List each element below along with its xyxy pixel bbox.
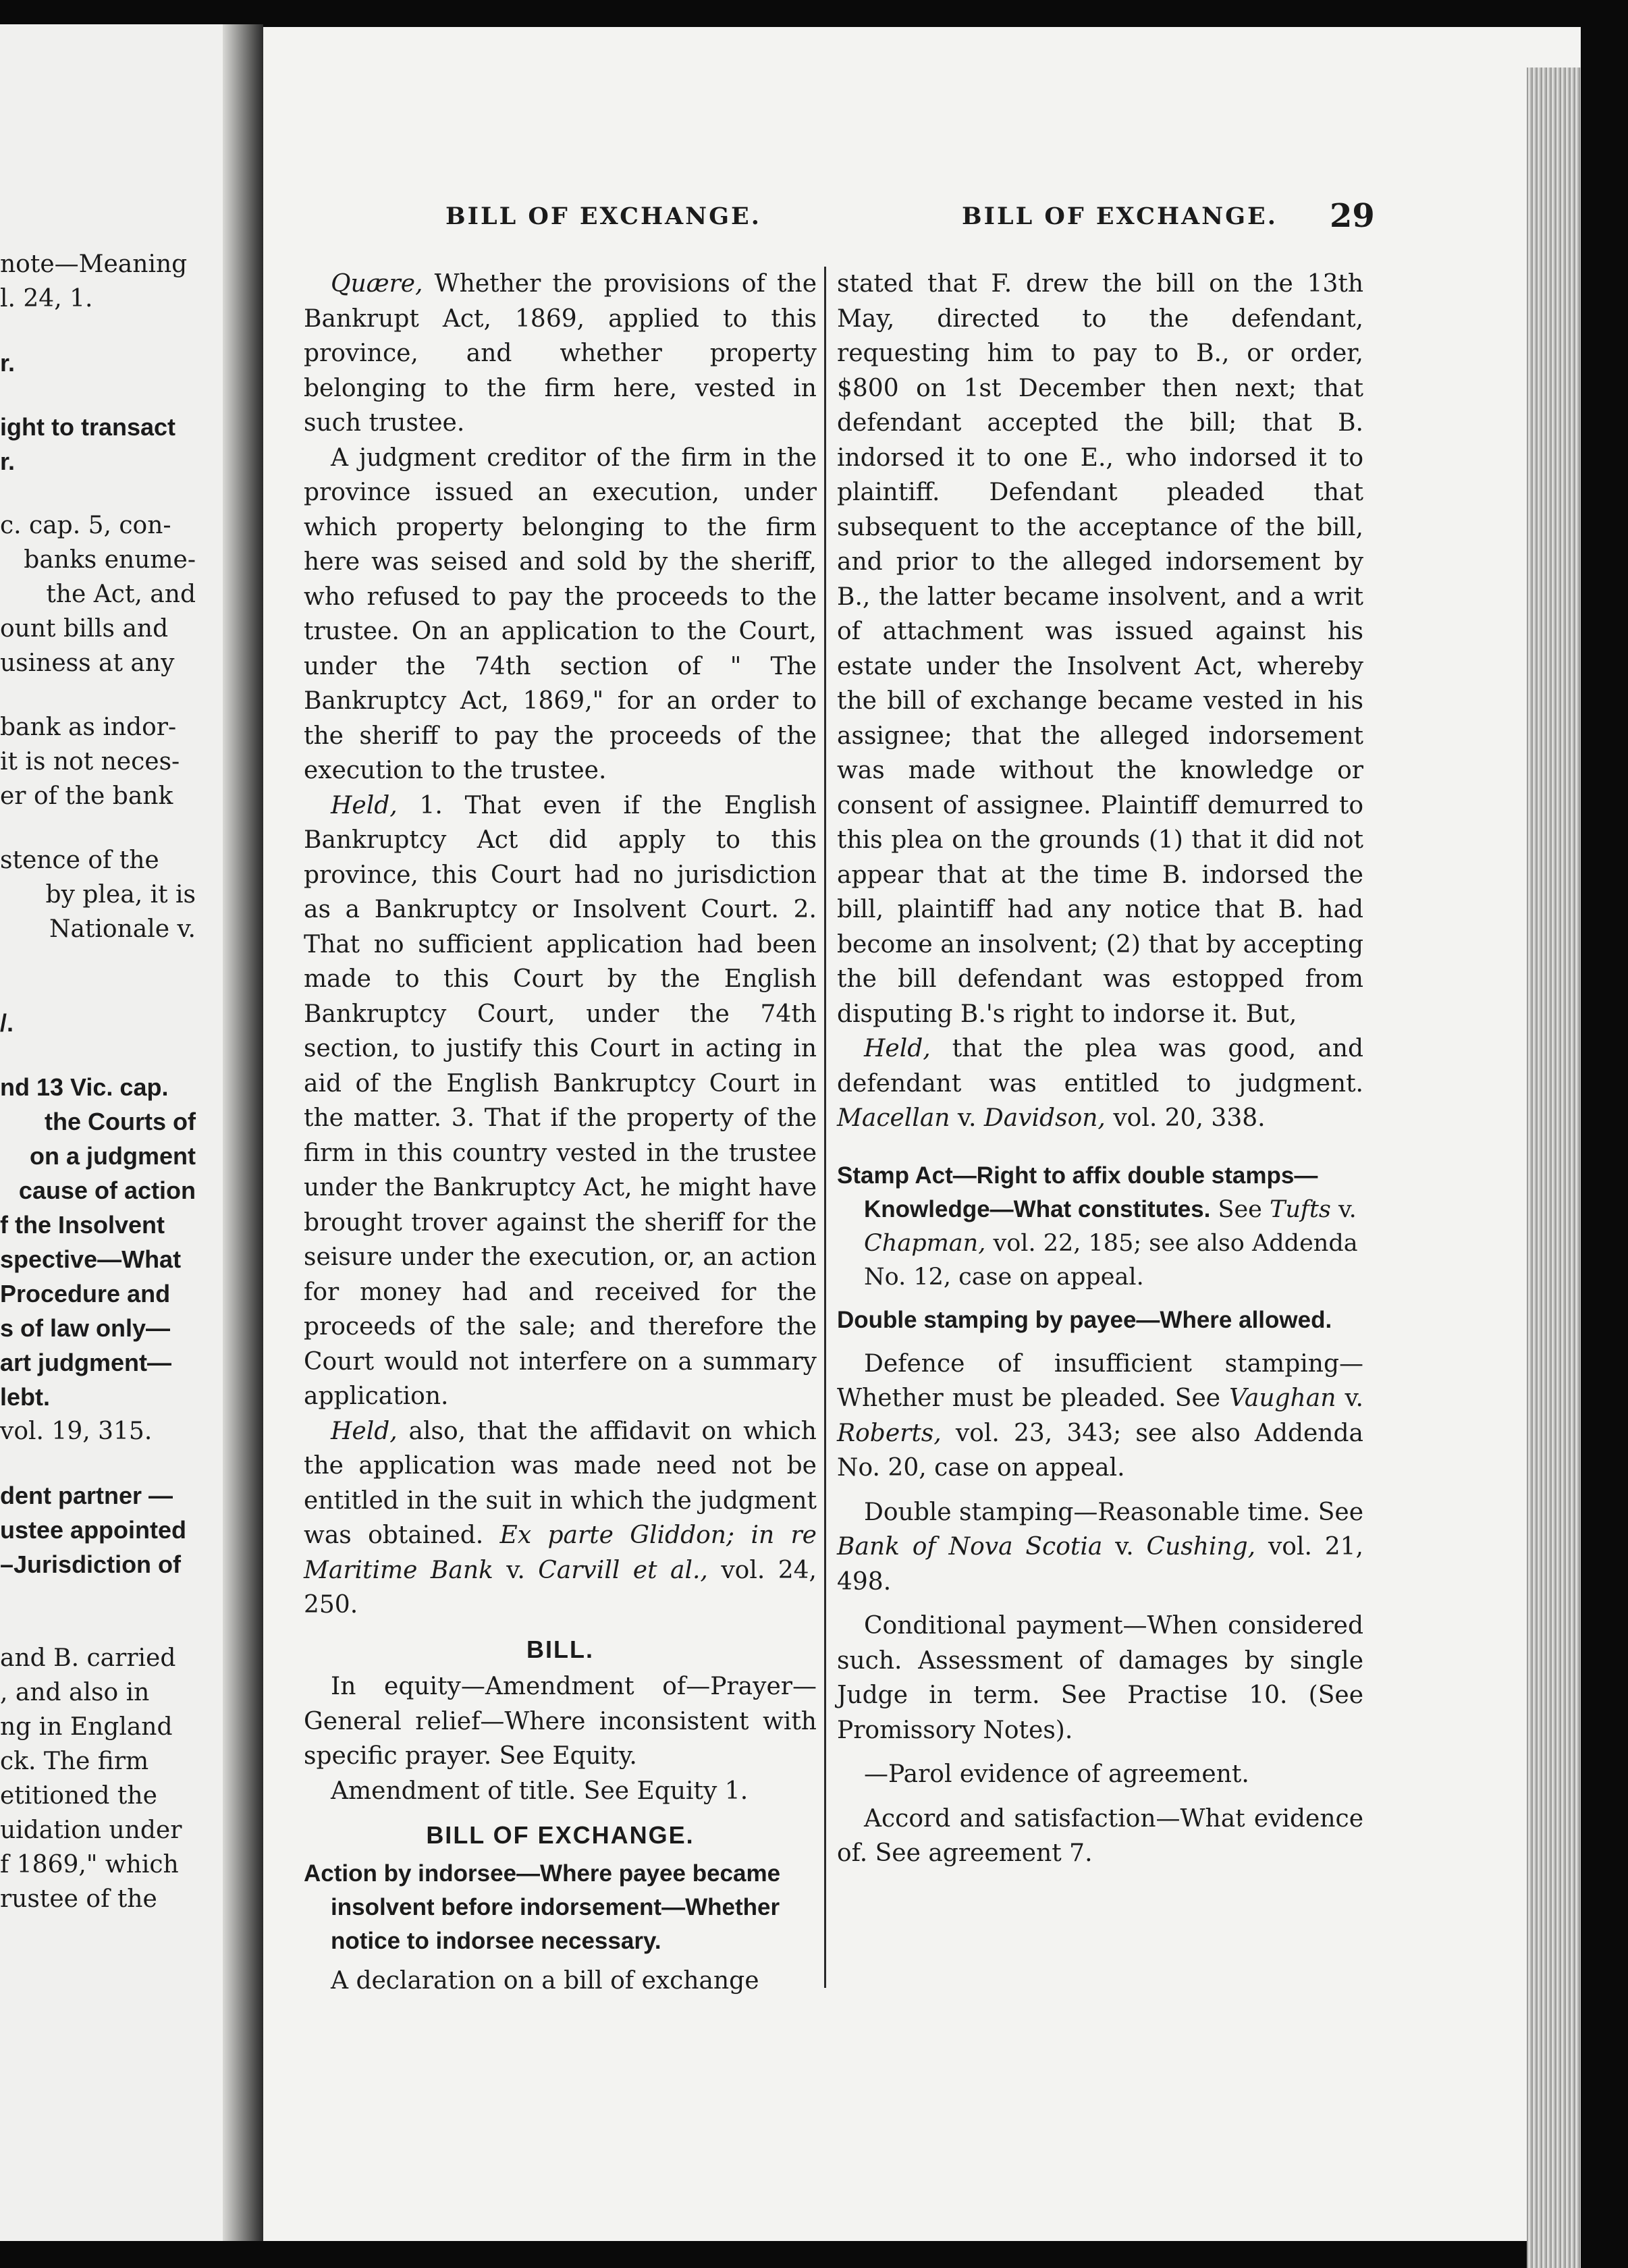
left-page-line: s of law only— (0, 1314, 171, 1342)
paragraph-held-plea (837, 1031, 1363, 1136)
left-page-line: vol. 19, 315. (0, 1418, 153, 1445)
left-page-text (0, 247, 196, 1916)
line-gap (0, 1449, 196, 1478)
left-page-line: f 1869," which (0, 1851, 179, 1879)
held-text: also, that the affidavit on which the application was made need not be entitled in the suit in which the judgment was obtained. (304, 1417, 817, 1549)
case-citation: Carvill et al., (538, 1556, 708, 1584)
line-gap (0, 813, 196, 843)
left-page-line: Nationale v. (49, 915, 196, 943)
case-citation: Bank of Nova Scotia (837, 1533, 1103, 1561)
subheading-double-stamping: Double stamping by payee—Where allowed. (837, 1306, 1332, 1333)
paragraph-bill-equity: In equity—Amendment of—Prayer—General relief—Where inconsistent with specific prayer. See Equity. (304, 1673, 817, 1770)
paragraph-double-stamping-time (837, 1495, 1363, 1600)
paragraph-held-1 (304, 788, 817, 1414)
book-gutter (223, 24, 263, 2241)
paragraph-accord: Accord and satisfaction—What evidence of. See agreement 7. (837, 1804, 1363, 1867)
held-label: Held, (331, 1417, 398, 1445)
line-gap (0, 946, 196, 976)
right-column (837, 267, 1363, 1871)
left-page-line: and B. carried (0, 1644, 176, 1672)
left-page-line: uidation under (0, 1816, 182, 1844)
left-page-line: Procedure and (0, 1280, 171, 1307)
left-page-line: dent partner — (0, 1482, 173, 1509)
case-citation: Roberts, (837, 1419, 942, 1447)
left-page-line: cause of action (18, 1177, 196, 1204)
left-page-line: –Jurisdiction of (0, 1550, 182, 1578)
line-gap (0, 976, 196, 1006)
left-page-line: the Courts of (45, 1108, 196, 1135)
line-gap (0, 316, 196, 346)
case-citation: Ex parte Gliddon; in re Maritime Bank (304, 1521, 817, 1584)
paragraph-parol-evidence: —Parol evidence of agreement. (864, 1760, 1249, 1788)
versus: v. (493, 1556, 539, 1584)
see-text: See (1210, 1195, 1270, 1223)
versus: v. (1102, 1533, 1147, 1561)
left-page-line: note—Meaning (0, 250, 188, 278)
line-gap (0, 680, 196, 710)
paragraph-quaere (304, 267, 817, 441)
line-gap (0, 479, 196, 508)
left-page-line: bank as indor- (0, 713, 177, 741)
stamp-act-title: Stamp Act—Right to affix double stamps—Knowledge—What constitutes. (837, 1162, 1318, 1222)
case-citation: Tufts (1270, 1195, 1331, 1223)
citation-volume: vol. 22, 185; see also Addenda No. 12, case on appeal. (864, 1229, 1358, 1291)
heading-bill-of-exchange: BILL OF EXCHANGE. (426, 1821, 695, 1849)
paragraph-declaration-continued: stated that F. drew the bill on the 13th May, directed to the defendant, requesting him to pay to B., or order, $800 on 1st December then next; that defendant accepted the bill; that B. indorsed it to one E., who indorsed it to plaintiff. Defendant pleaded that subsequent to the acceptance of the bill, and prior to the alleged indorsement by B., the latter became insolvent, and a writ of attachment was issued against his estate under the Insolvent Act, whereby the bill of exchange became vested in his assignee; that the alleged indorsement was made without the knowledge or consent of assignee. Plaintiff demurred to this plea on the grounds (1) that it did not appear that at the time B. indorsed the bill, plaintiff had any notice that B. had become an insolvent; (2) that by accepting the bill defendant was estopped from disputing B.'s right to indorse it. But, (837, 270, 1363, 1028)
case-citation: Cushing, (1146, 1533, 1256, 1561)
left-page-line: rustee of the (0, 1885, 157, 1913)
paragraph-held-2 (304, 1414, 817, 1623)
citation-volume: vol. 24, 250. (304, 1556, 817, 1619)
left-page-line: ng in England (0, 1713, 173, 1741)
line-gap (0, 380, 196, 410)
held-label: Held, (864, 1035, 931, 1062)
left-page-line: banks enume- (24, 546, 196, 574)
defence-text: Defence of insufficient stamping—Whether must be pleaded. See (837, 1349, 1363, 1412)
case-citation: Macellan (837, 1104, 950, 1132)
line-gap (0, 1582, 196, 1611)
left-page-line: f the Insolvent (0, 1211, 165, 1239)
left-page-line: er of the bank (0, 782, 173, 810)
subheading-stamp-act (837, 1159, 1363, 1294)
paragraph-bill-amendment: Amendment of title. See Equity 1. (331, 1777, 749, 1805)
line-gap (0, 1611, 196, 1641)
line-gap (0, 1040, 196, 1070)
left-page-line: ount bills and (0, 615, 169, 643)
left-page-line: c. cap. 5, con- (0, 512, 171, 539)
case-citation: Chapman, (864, 1229, 986, 1257)
paragraph-declaration: A declaration on a bill of exchange (331, 1966, 759, 1995)
left-page-line: etitioned the (0, 1782, 157, 1810)
left-page-line: r. (0, 349, 16, 377)
case-citation: Vaughan (1229, 1384, 1336, 1412)
left-page-line: r. (0, 448, 16, 475)
left-page-line: lebt. (0, 1383, 51, 1411)
running-head-left: BILL OF EXCHANGE. (445, 202, 761, 230)
left-page-line: it is not neces- (0, 748, 180, 776)
double-stamping-text: Double stamping—Reasonable time. See (864, 1498, 1363, 1526)
left-page-line: ustee appointed (0, 1516, 187, 1544)
left-page-line: by plea, it is (45, 881, 196, 909)
quaere-label: Quære, (331, 270, 423, 298)
left-page-line: ight to transact (0, 413, 176, 441)
versus: v. (1336, 1384, 1363, 1412)
held-text: 1. That even if the English Bankruptcy Act did apply to this province, this Court had no jurisdiction as a Bankruptcy or Insolvent Court. 2. That no sufficient application had been made to this Court by the English Bankruptcy Court, under the 74th section, to justify this Court in acting in aid of the English Bankruptcy Court in the matter. 3. That if the property of the firm in this country vested in the trustee under the Bankruptcy Act, he might have brought trover against the sheriff for the seisure under the execution, or, an action for money had and received for the proceeds of the sale; and therefore the Court would not interfere on a summary application. (304, 791, 817, 1410)
column-divider (824, 267, 826, 1988)
left-facing-page (0, 24, 251, 2241)
paragraph-judgment-creditor: A judgment creditor of the firm in the province issued an execution, under which property belonging to the firm here was seised and sold by the sheriff, who refused to pay the proceeds to the trustee. On an application to the Court, under the 74th section of " The Bankruptcy Act, 1869," for an order to the sheriff to pay the proceeds of the execution to the trustee. (304, 443, 817, 784)
heading-bill: BILL. (526, 1635, 594, 1663)
citation-volume: vol. 21, 498. (837, 1533, 1363, 1596)
held-text: that the plea was good, and defendant was entitled to judgment. (837, 1035, 1363, 1098)
left-page-line: l. 24, 1. (0, 285, 93, 313)
left-page-line: the Act, and (46, 580, 196, 608)
page-edges (1527, 68, 1581, 2268)
running-head-right: BILL OF EXCHANGE. (962, 202, 1278, 230)
left-page-line: art judgment— (0, 1349, 172, 1376)
versus: v. (1330, 1195, 1357, 1223)
left-page-line: , and also in (0, 1679, 150, 1706)
left-page-line: on a judgment (30, 1142, 196, 1170)
page-number: 29 (1330, 197, 1375, 235)
held-label: Held, (331, 791, 398, 819)
subheading-action-by-indorsee: Action by indorsee—Where payee became insolvent before indorsement—Whether notice to indorsee necessary. (304, 1860, 781, 1954)
case-citation: Davidson, (983, 1104, 1106, 1132)
left-column (304, 267, 817, 1998)
left-page-line: stence of the (0, 846, 159, 874)
left-page-line: ck. The firm (0, 1748, 149, 1775)
left-page-line: spective—What (0, 1245, 182, 1273)
left-page-line: usiness at any (0, 649, 175, 677)
citation-volume: vol. 23, 343; see also Addenda No. 20, case on appeal. (837, 1419, 1363, 1482)
paragraph-conditional-payment: Conditional payment—When considered such. Assessment of damages by single Judge in term. See Practise 10. (See Promissory Notes). (837, 1612, 1363, 1744)
paragraph-defence (837, 1347, 1363, 1486)
left-page-line: /. (0, 1009, 14, 1037)
quaere-text: Whether the provisions of the Bankrupt Act, 1869, applied to this province, and whether property belonging to the firm here, vested in such trustee. (304, 270, 817, 437)
versus: v. (950, 1104, 984, 1132)
left-page-line: nd 13 Vic. cap. (0, 1073, 169, 1101)
citation-volume: vol. 20, 338. (1105, 1104, 1266, 1132)
